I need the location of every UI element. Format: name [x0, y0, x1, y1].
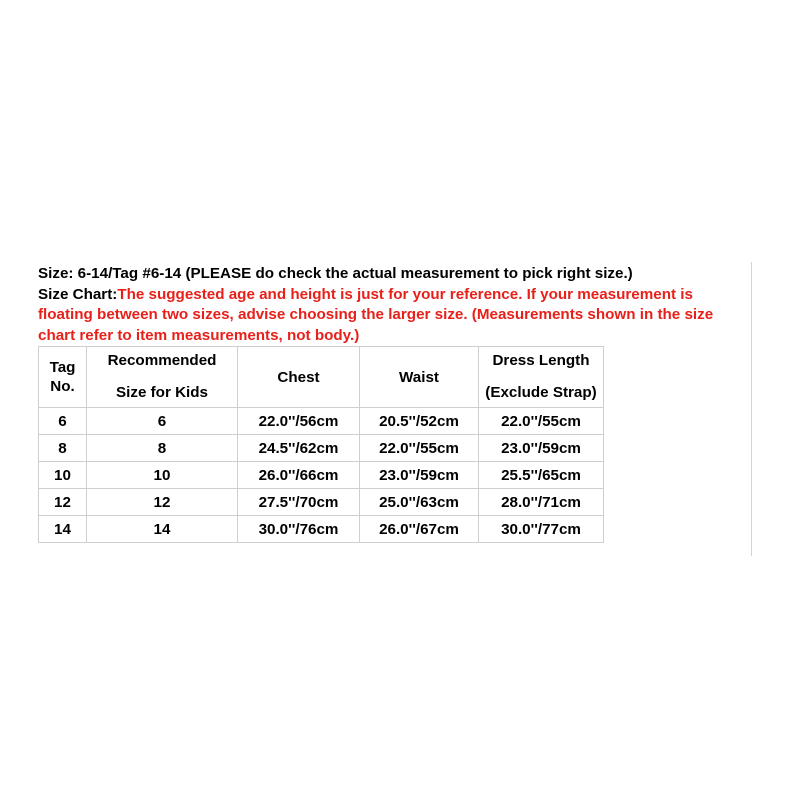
cell-chest: 27.5''/70cm [238, 489, 360, 516]
header-tag-no [39, 347, 87, 408]
cell-tag: 6 [39, 408, 87, 435]
cell-waist: 23.0''/59cm [360, 462, 479, 489]
size-table [38, 346, 604, 543]
table-row [39, 435, 604, 462]
size-chart-note [38, 285, 743, 347]
cell-tag: 12 [39, 489, 87, 516]
cell-waist: 20.5''/52cm [360, 408, 479, 435]
cell-size: 14 [87, 516, 238, 543]
cell-length: 22.0''/55cm [479, 408, 604, 435]
right-divider [751, 262, 752, 556]
size-chart-disclaimer: The suggested age and height is just for your reference. If your measurement is floating between two sizes, advise choosing the larger size. (Measurements shown in the size chart refer to item measurements, not body.) [38, 285, 714, 344]
cell-chest: 30.0''/76cm [238, 516, 360, 543]
header-recommended-line2: Size for Kids [116, 384, 208, 401]
cell-waist: 22.0''/55cm [360, 435, 479, 462]
cell-size: 8 [87, 435, 238, 462]
header-recommended-size [87, 347, 238, 408]
table-row [39, 462, 604, 489]
cell-length: 23.0''/59cm [479, 435, 604, 462]
cell-size: 10 [87, 462, 238, 489]
table-row [39, 489, 604, 516]
cell-size: 6 [87, 408, 238, 435]
header-length-line2: (Exclude Strap) [485, 384, 597, 401]
header-chest: Chest [238, 347, 360, 408]
cell-length: 28.0''/71cm [479, 489, 604, 516]
cell-chest: 24.5''/62cm [238, 435, 360, 462]
header-waist: Waist [360, 347, 479, 408]
cell-chest: 26.0''/66cm [238, 462, 360, 489]
size-line: Size: 6-14/Tag #6-14 (PLEASE do check the actual measurement to pick right size.) [38, 265, 633, 282]
header-tag-line1: Tag [49, 359, 76, 376]
size-chart-label: Size Chart: [38, 285, 118, 303]
cell-waist: 25.0''/63cm [360, 489, 479, 516]
cell-tag: 8 [39, 435, 87, 462]
header-tag-line2: No. [50, 378, 75, 395]
table-row [39, 408, 604, 435]
cell-chest: 22.0''/56cm [238, 408, 360, 435]
table-row [39, 516, 604, 543]
header-dress-length [479, 347, 604, 408]
cell-length: 25.5''/65cm [479, 462, 604, 489]
cell-size: 12 [87, 489, 238, 516]
cell-tag: 14 [39, 516, 87, 543]
cell-waist: 26.0''/67cm [360, 516, 479, 543]
cell-length: 30.0''/77cm [479, 516, 604, 543]
header-length-line1: Dress Length [492, 352, 590, 369]
header-recommended-line1: Recommended [107, 352, 217, 369]
size-intro [38, 264, 743, 346]
cell-tag: 10 [39, 462, 87, 489]
table-header-row [39, 347, 604, 408]
